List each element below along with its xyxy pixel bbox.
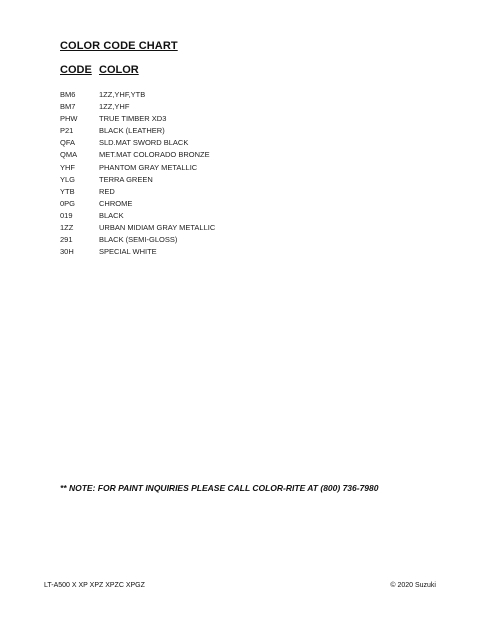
color-cell: PHANTOM GRAY METALLIC xyxy=(99,162,198,172)
code-cell: 1ZZ xyxy=(60,223,74,233)
table-row xyxy=(60,174,360,186)
code-cell: BM7 xyxy=(60,102,76,112)
code-cell: YHF xyxy=(60,162,75,172)
code-cell: 0PG xyxy=(60,198,76,208)
paint-inquiry-note: ** NOTE: FOR PAINT INQUIRIES PLEASE CALL COLOR-RITE AT (800) 736-7980 xyxy=(60,483,379,493)
table-row xyxy=(60,186,360,198)
color-cell: RED xyxy=(99,186,115,196)
code-cell: QMA xyxy=(60,150,78,160)
model-footer: LT-A500 X XP XPZ XPZC XPGZ xyxy=(44,582,145,589)
code-column-header: CODE xyxy=(60,64,92,76)
code-cell: PHW xyxy=(60,114,78,124)
table-row xyxy=(60,162,360,174)
code-cell: QFA xyxy=(60,138,76,148)
table-row xyxy=(60,234,360,246)
table-row xyxy=(60,222,360,234)
page-title: COLOR CODE CHART xyxy=(60,40,178,52)
table-row xyxy=(60,137,360,149)
color-cell: URBAN MIDIAM GRAY METALLIC xyxy=(99,223,216,233)
color-cell: TRUE TIMBER XD3 xyxy=(99,114,167,124)
copyright-footer: © 2020 Suzuki xyxy=(390,582,436,589)
table-row xyxy=(60,246,360,258)
color-cell: MET.MAT COLORADO BRONZE xyxy=(99,150,210,160)
color-cell: CHROME xyxy=(99,198,133,208)
table-row xyxy=(60,210,360,222)
code-cell: 291 xyxy=(60,235,73,245)
code-cell: 30H xyxy=(60,247,74,257)
color-cell: SLD.MAT SWORD BLACK xyxy=(99,138,189,148)
color-cell: TERRA GREEN xyxy=(99,174,153,184)
table-row xyxy=(60,101,360,113)
color-code-table xyxy=(60,89,360,258)
code-cell: YTB xyxy=(60,186,75,196)
color-cell: BLACK xyxy=(99,210,124,220)
color-cell: BLACK (SEMI-GLOSS) xyxy=(99,235,178,245)
table-row xyxy=(60,149,360,161)
table-row xyxy=(60,125,360,137)
code-cell: P21 xyxy=(60,126,74,136)
table-row xyxy=(60,113,360,125)
code-cell: BM6 xyxy=(60,90,76,99)
code-cell: 019 xyxy=(60,210,73,220)
color-cell: SPECIAL WHITE xyxy=(99,247,157,257)
color-column-header: COLOR xyxy=(99,64,139,76)
color-cell: 1ZZ,YHF,YTB xyxy=(99,90,146,99)
table-row xyxy=(60,89,360,101)
code-cell: YLG xyxy=(60,174,76,184)
color-cell: BLACK (LEATHER) xyxy=(99,126,165,136)
color-cell: 1ZZ,YHF xyxy=(99,102,130,112)
table-row xyxy=(60,198,360,210)
